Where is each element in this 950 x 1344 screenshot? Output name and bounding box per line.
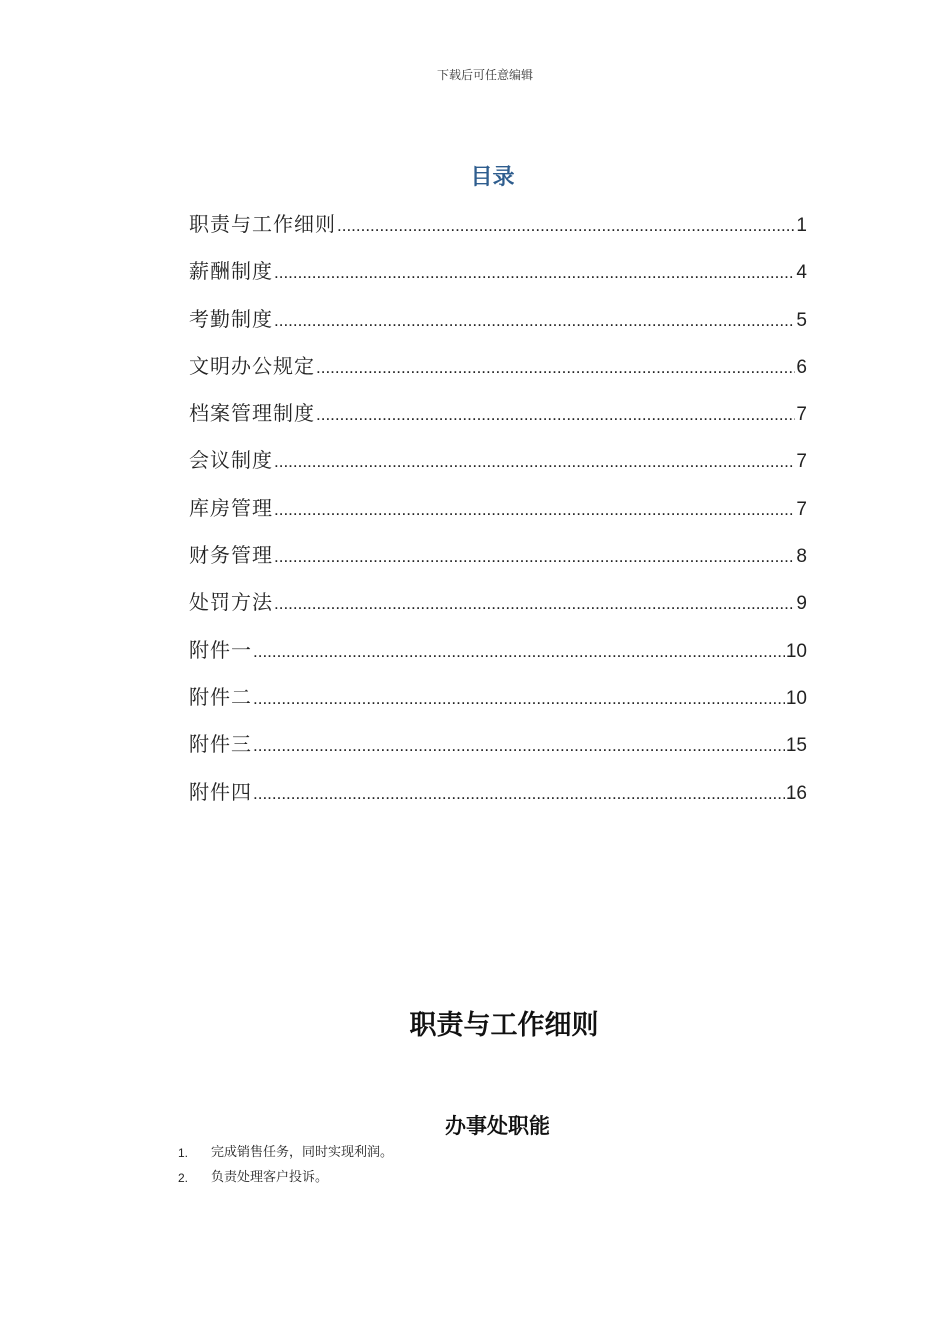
toc-entry-label: 附件四 (189, 779, 252, 804)
toc-entry-page: 7 (796, 451, 807, 473)
toc-entry-appendix-2[interactable] (189, 678, 807, 725)
toc-leader-dots (274, 254, 795, 292)
toc-entry-page: 16 (785, 782, 807, 804)
toc-entry-label: 附件三 (189, 732, 252, 757)
toc-entry-page: 15 (785, 735, 807, 757)
toc-entry-responsibilities[interactable] (189, 205, 807, 252)
toc-entry-page: 4 (796, 262, 807, 284)
toc-leader-dots (253, 727, 785, 765)
toc-leader-dots (253, 775, 785, 813)
toc-entry-attendance[interactable] (189, 300, 807, 347)
toc-entry-meetings[interactable] (189, 441, 807, 488)
subsection-heading: 办事处职能 (445, 1114, 550, 1138)
toc-leader-dots (274, 585, 795, 623)
toc-entry-label: 档案管理制度 (189, 401, 315, 426)
toc-leader-dots (253, 680, 785, 718)
section-heading: 职责与工作细则 (409, 1010, 599, 1041)
toc-entry-label: 职责与工作细则 (189, 212, 336, 236)
toc-entry-appendix-1[interactable] (189, 631, 807, 678)
list-item (178, 1142, 393, 1167)
toc-entry-label: 库房管理 (189, 495, 273, 520)
toc-leader-dots (274, 538, 795, 576)
toc-entry-page: 9 (796, 593, 807, 615)
toc-leader-dots (274, 302, 795, 340)
toc-entry-penalties[interactable] (189, 583, 807, 630)
toc-entry-warehouse[interactable] (189, 489, 807, 536)
page-header-note: 下载后可任意编辑 (436, 68, 533, 82)
toc-entry-label: 财务管理 (189, 543, 273, 568)
toc-entry-page: 10 (785, 687, 807, 709)
toc-entry-page: 6 (796, 356, 807, 378)
toc-leader-dots (253, 633, 785, 671)
toc-entry-appendix-3[interactable] (189, 725, 807, 772)
toc-title: 目录 (470, 165, 515, 190)
toc-leader-dots (337, 207, 795, 245)
toc-entry-page: 8 (796, 546, 807, 568)
toc-entry-page: 1 (796, 215, 807, 236)
toc-leader-dots (274, 443, 795, 481)
duty-list (178, 1142, 393, 1192)
list-item-number: 1. (178, 1146, 189, 1160)
table-of-contents (189, 205, 807, 820)
toc-leader-dots (316, 396, 795, 434)
toc-entry-label: 附件一 (189, 637, 252, 662)
list-item (178, 1167, 393, 1192)
toc-entry-page: 10 (785, 640, 807, 662)
toc-entry-office-rules[interactable] (189, 347, 807, 394)
toc-entry-page: 5 (796, 309, 807, 331)
toc-entry-label: 薪酬制度 (189, 259, 273, 284)
toc-entry-label: 附件二 (189, 684, 252, 709)
toc-entry-archives[interactable] (189, 394, 807, 441)
toc-leader-dots (316, 349, 795, 387)
toc-entry-appendix-4[interactable] (189, 773, 807, 820)
toc-entry-label: 会议制度 (189, 448, 273, 473)
toc-entry-salary[interactable] (189, 252, 807, 299)
toc-entry-label: 考勤制度 (189, 306, 273, 331)
toc-entry-page: 7 (796, 498, 807, 520)
list-item-text: 负责处理客户投诉。 (211, 1170, 329, 1185)
list-item-text: 完成销售任务，同时实现利润。 (211, 1145, 394, 1160)
toc-entry-finance[interactable] (189, 536, 807, 583)
toc-entry-label: 文明办公规定 (189, 353, 315, 378)
toc-entry-page: 7 (796, 404, 807, 426)
toc-leader-dots (274, 491, 795, 529)
toc-entry-label: 处罚方法 (189, 590, 273, 615)
list-item-number: 2. (178, 1171, 189, 1185)
